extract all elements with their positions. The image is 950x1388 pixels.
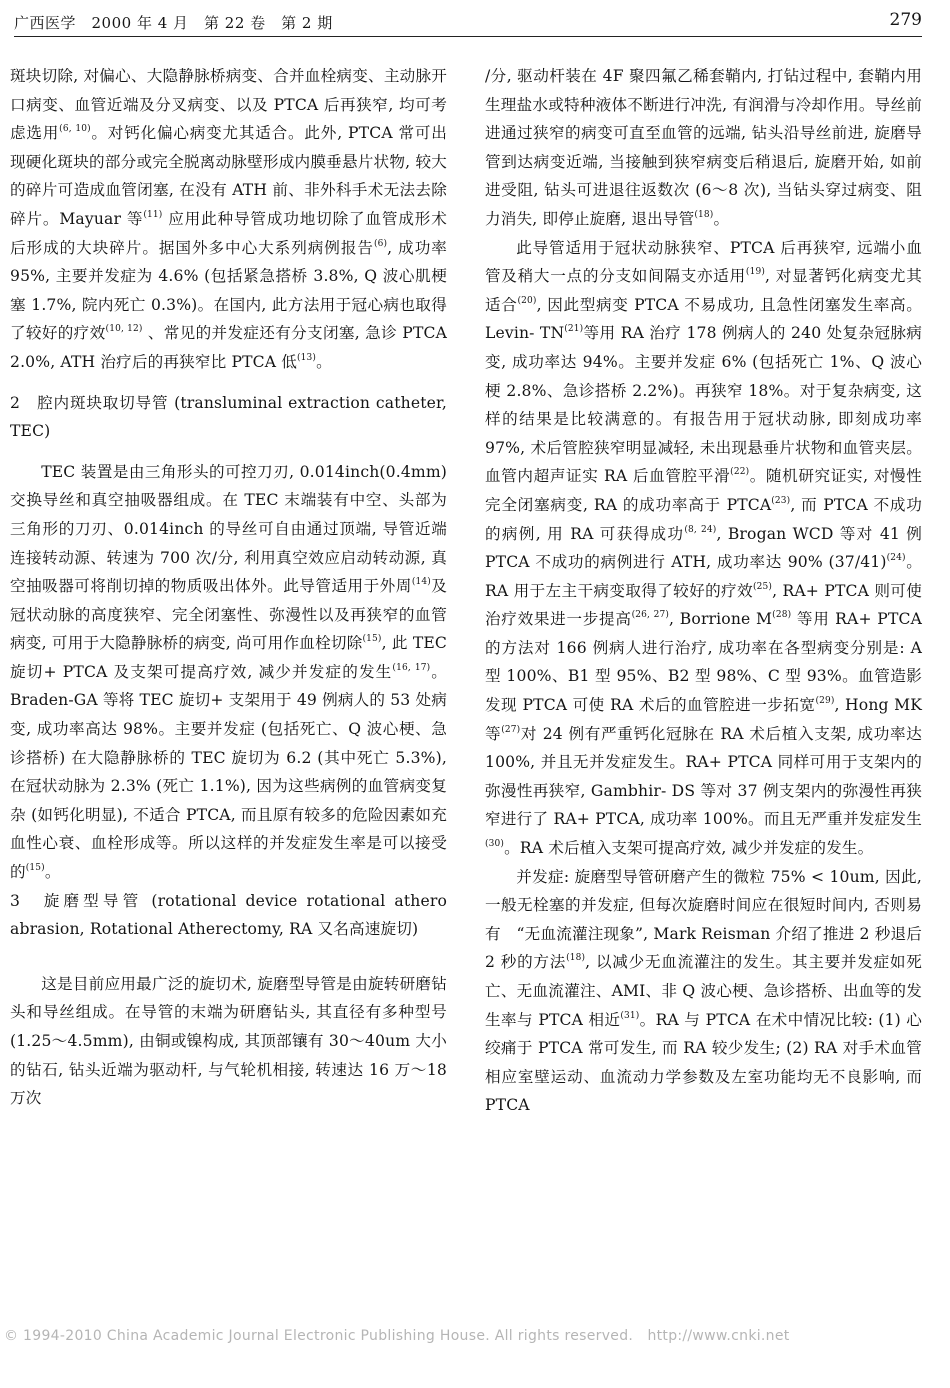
left-column <box>10 62 447 1113</box>
citation-ref: (24) <box>886 553 906 564</box>
citation-ref: (29) <box>815 696 835 707</box>
right-column <box>485 62 922 1120</box>
citation-ref: (6) <box>373 238 388 249</box>
citation-ref: (25) <box>752 581 773 592</box>
citation-ref: (23) <box>771 495 791 506</box>
section-heading-rotational: 3 旋磨型导管 (rotational device rotational athero abrasion, Rotational Atherectomy, RA 又名高速旋切) <box>10 891 447 939</box>
journal-issue-line: 广西医学 2000 年 4 月 第 22 卷 第 2 期 <box>14 14 333 32</box>
text-run: TEC 装置是由三角形头的可控刀刃, 0.014inch(0.4mm) 交换导丝和真空抽吸器组成。在 TEC 末端装有中空、头部为三角形的刀刃、0.014inch 的导丝可自由通过顶端, 导管近端连接转动源、转速为 700 次/分, 利用真空效应启动转动源, 真空抽吸器可将削切掉的物质吸出体外。此导管适用于外周 <box>10 462 447 596</box>
paragraph-indications <box>485 234 922 863</box>
citation-ref: (18) <box>566 953 586 964</box>
text-run: 。对钙化偏心病变尤其适合。此外, PTCA 常可出现硬化斑块的部分或完全脱离动脉壁形成内膜垂悬片状物, 较大的碎片可造成血管闭塞, 在没有 ATH 前、非外科手术无法去除碎片。Mayuar 等 <box>10 124 447 228</box>
text-run: 。 <box>713 209 730 228</box>
text-run: 等用 RA+ PTCA 的方法对 166 例病人进行治疗, 成功率在各型病变分别是: A 型 100%、B1 型 95%、B2 型 98%、C 型 93%。血管造影发现 PTCA 可使 RA 术后的血管腔进一步拓宽 <box>485 610 922 715</box>
text-run: , 以减少无血流灌注的发生。其主要并发症如死亡、无血流灌注、AMI、非 Q 波心梗、急诊搭桥、出血等的发生率与 PTCA 相近 <box>485 953 922 1029</box>
copyright-watermark: © 1994-2010 China Academic Journal Electronic Publishing House. All rights reserved. http://www.cnki.net <box>4 1328 790 1344</box>
text-run: 并发症: 旋磨型导管研磨产生的微粒 75% < 10um, 因此, 一般无栓塞的并发症, 但每次旋磨时间应在很短时间内, 否则易有 “无血流灌注现象”, Mark Reisman 介绍了推进 2 秒退后 2 秒的方法 <box>485 867 922 972</box>
citation-ref: (11) <box>143 209 163 220</box>
citation-ref: (19) <box>745 267 765 278</box>
text-run: 等用 RA 治疗 178 例病人的 240 处复杂冠脉病变, 成功率达 94%。主要并发症 6% (包括死亡 1%、Q 波心梗 2.8%、急诊搭桥 2.2%)。再狭窄 18%。对于复杂病变, 这样的结果是比较满意的。有报告用于冠状动脉, 即刻成功率 97%, 术后管腔狭窄明显减轻, 未出现悬垂片状物和血管夹层。血管内超声证实 RA 后血管腔平滑 <box>485 324 922 486</box>
text-run: 、常见的并发症还有分支闭塞, 急诊 PTCA 2.0%, ATH 治疗后的再狭窄比 PTCA 低 <box>10 324 447 371</box>
text-run: , 此 TEC 旋切+ PTCA 及支架可提高疗效, 减少并发症的发生 <box>10 634 447 681</box>
citation-ref: (10, 12) <box>105 324 143 335</box>
text-run: 。 <box>316 352 332 371</box>
text-run: 。RA 与 PTCA 在术中情况比较: (1) 心绞痛于 PTCA 常可发生, 而 RA 较少发生; (2) RA 对手术血管相应室壁运动、血流动力学参数及左室功能均无不良影响, 而 PTCA <box>485 1010 922 1115</box>
citation-ref: (15) <box>362 634 382 645</box>
paragraph-ath-continued <box>10 62 447 377</box>
text-run: 。RA 用于左主干病变取得了较好的疗效 <box>485 553 922 600</box>
page-number: 279 <box>889 10 922 30</box>
citation-ref: (15) <box>25 863 45 874</box>
citation-ref: (30) <box>485 839 505 850</box>
text-run: , 因此型病变 PTCA 不易成功, 且急性闭塞发生率高。Levin- TN <box>485 295 922 343</box>
text-run: 及冠状动脉的高度狭窄、完全闭塞性、弥漫性以及再狭窄的血管病变, 可用于大隐静脉桥的病变, 尚可用作血栓切除 <box>10 577 447 653</box>
citation-ref: (22) <box>730 467 750 478</box>
section-heading-tec: 2 腔内斑块取切导管 (transluminal extraction catheter, TEC) <box>10 393 447 441</box>
text-run: , RA+ PTCA 则可使治疗效果进一步提高 <box>485 581 922 629</box>
text-run: , 成功率 95%, 主要并发症为 4.6% (包括紧急搭桥 3.8%, Q 波心肌梗塞 1.7%, 院内死亡 0.3%)。在国内, 此方法用于冠心病也取得了较好的疗效 <box>10 238 447 343</box>
text-run: /分, 驱动杆装在 4F 聚四氟乙稀套鞘内, 打钻过程中, 套鞘内用生理盐水或特种液体不断进行冲洗, 有润滑与冷却作用。导丝前进通过狭窄的病变可直至血管的远端, 钻头沿导丝前进, 旋磨导管到达病变近端, 当接触到狭窄病变后稍退后, 旋磨开始, 如前进受阻, 钻头可进退往返数次 (6～8 次), 当钻头穿过病变、阻力消失, 即停止旋磨, 退出导管 <box>485 67 922 228</box>
text-run: 这是目前应用最广泛的旋切术, 旋磨型导管是由旋转研磨钻头和导丝组成。在导管的末端为研磨钻头, 其直径有多种型号 (1.25～4.5mm), 由铜或镍构成, 其顶部镶有 30～40um 大小的钻石, 钻头近端为驱动杆, 与气轮机相接, 转速达 16 万～18 万次 <box>10 974 447 1108</box>
text-run: , Borrione M <box>669 610 773 629</box>
paragraph-complications <box>485 863 922 1120</box>
paragraph-tec <box>10 458 447 887</box>
text-run: 应用此种导管成功地切除了血管成形术后形成的大块碎片。据国外多中心大系列病例报告 <box>10 209 447 257</box>
text-run: , Hong MK 等 <box>485 696 922 743</box>
citation-ref: (21) <box>564 324 584 335</box>
text-run: , 而 PTCA 不成功的病例, 用 RA 可获得成功 <box>485 495 922 543</box>
citation-ref: (26, 27) <box>631 610 670 621</box>
text-run: 斑块切除, 对偏心、大隐静脉桥病变、合并血栓病变、主动脉开口病变、血管近端及分叉病变、以及 PTCA 后再狭窄, 均可考虑选用 <box>10 67 447 143</box>
citation-ref: (8, 24) <box>684 524 717 535</box>
text-run: 。随机研究证实, 对慢性完全闭塞病变, RA 的成功率高于 PTCA <box>485 467 922 514</box>
citation-ref: (18) <box>694 209 714 220</box>
citation-ref: (6, 10) <box>59 124 91 135</box>
citation-ref: (20) <box>517 295 537 306</box>
running-head <box>14 6 922 37</box>
citation-ref: (14) <box>411 577 431 588</box>
text-run: 对 24 例有严重钙化冠脉在 RA 术后植入支架, 成功率达 100%, 并且无并发症发生。RA+ PTCA 同样可用于支架内的弥漫性再狭窄, Gambhir- DS 等对 37 例支架内的弥漫性再狭窄进行了 RA+ PTCA, 成功率 100%。而且无严重并发症发生 <box>485 724 922 829</box>
citation-ref: (16, 17) <box>392 662 431 673</box>
paragraph-rotational-intro <box>10 970 447 1113</box>
citation-ref: (27) <box>501 724 521 735</box>
text-run: 。RA 术后植入支架可提高疗效, 减少并发症的发生。 <box>504 839 874 858</box>
citation-ref: (31) <box>620 1010 640 1021</box>
text-run: , 对显著钙化病变尤其适合 <box>485 267 922 314</box>
citation-ref: (13) <box>297 352 317 363</box>
paragraph-rotational-procedure <box>485 62 922 234</box>
text-run: 。 <box>44 863 61 882</box>
text-run: 。Braden-GA 等将 TEC 旋切+ 支架用于 49 例病人的 53 处病变, 成功率高达 98%。主要并发症 (包括死亡、Q 波心梗、急诊搭桥) 在大隐静脉桥的 TEC 旋切为 6.2 (其中死亡 5.3%), 在冠状动脉为 2.3% (死亡 1.1%), 因为这些病例的血管病变复杂 (如钙化明显), 不适合 PTCA, 而且原有较多的危险因素如充血性心衰、血栓形成等。所以这样的并发症发生率是可以接受的 <box>10 662 447 882</box>
citation-ref: (28) <box>772 610 792 621</box>
text-run: , Brogan WCD 等对 41 例 PTCA 不成功的病例进行 ATH, 成功率达 90% (37/41) <box>485 524 922 572</box>
text-run: 此导管适用于冠状动脉狭窄、PTCA 后再狭窄, 远端小血管及稍大一点的分支如间隔支亦适用 <box>485 238 922 286</box>
